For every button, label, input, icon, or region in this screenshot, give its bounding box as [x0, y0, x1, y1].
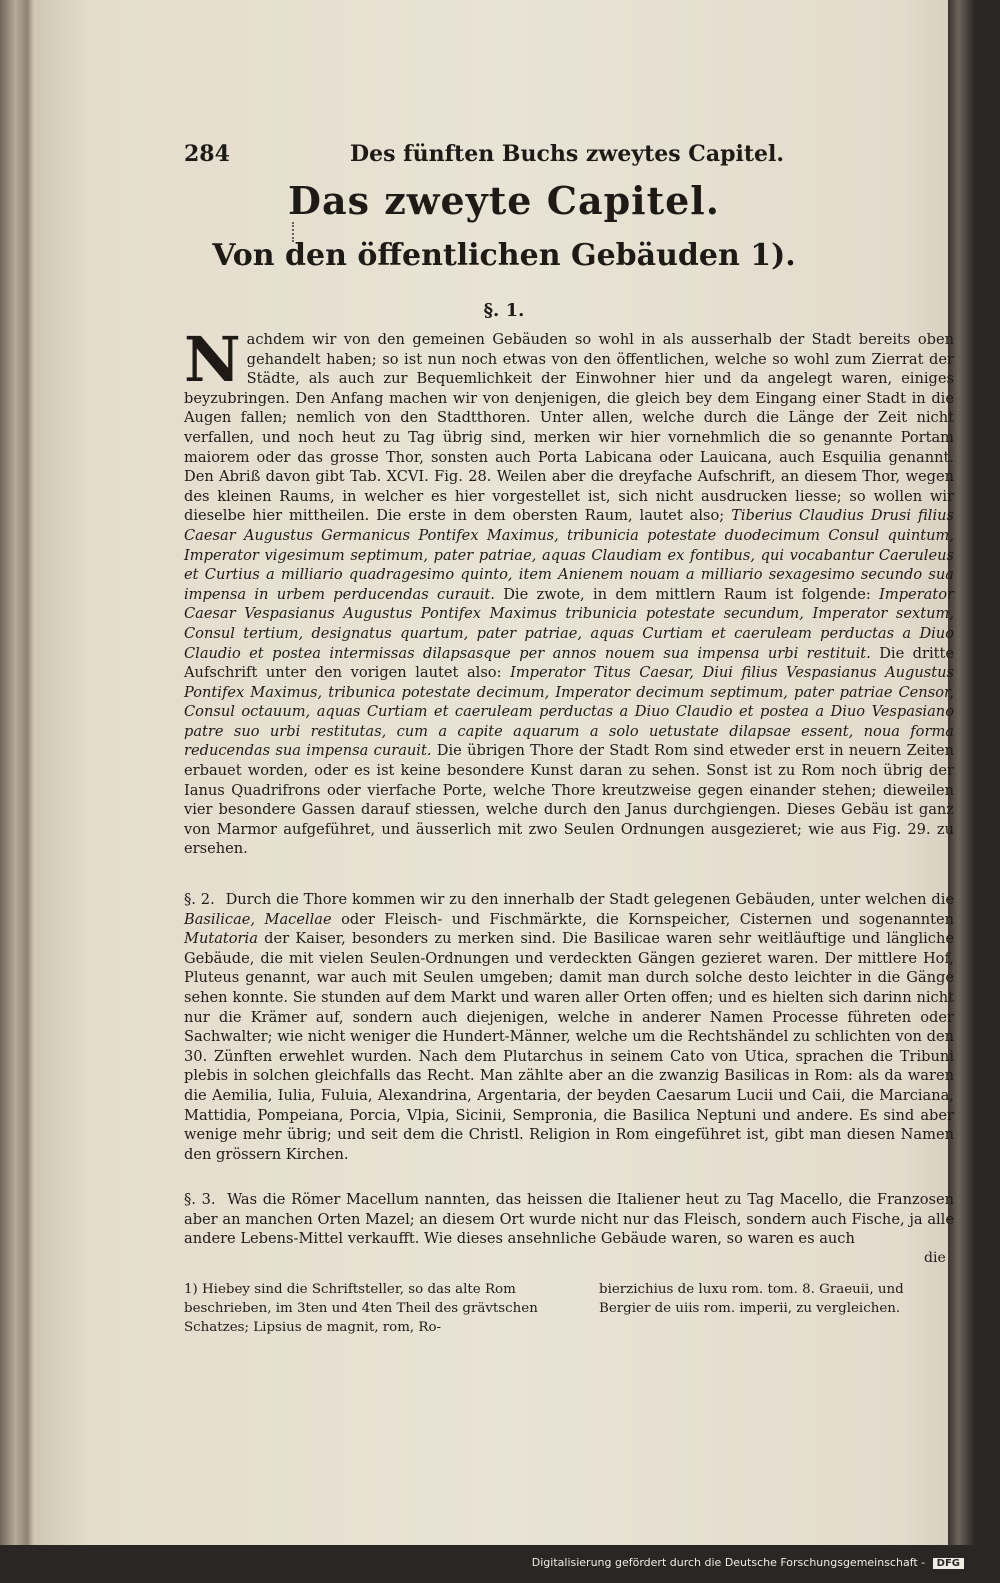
section-2-text-b: oder Fleisch- und Fischmärkte, die Kornspeicher, Cisternen und sogenannten [341, 910, 954, 928]
section-2-latin-b: Mutatoria [184, 930, 258, 948]
book-spine [0, 0, 34, 1545]
section-1-paragraph [184, 323, 955, 859]
running-header [184, 136, 784, 172]
section-3-label: §. 3. [184, 1191, 216, 1208]
section-1-text-b: Die zwote, in dem mittlern Raum ist folgende: [503, 585, 871, 603]
inscription-2: Imperator Caesar Vespasianus Augustus Pontifex Maximus tribunicia potestate secundum, Imperator sextum, Consul tertium, designatus quartum, pater patriae, aquas Curtiam et caeruleam perductas a Diuo Claudio et postea intermissas dilapsasque per annos nouem sua impensa urbi restituit. [184, 585, 954, 662]
section-2-label: §. 2. [184, 891, 215, 908]
section-1-text-d: Die übrigen Thore der Stadt Rom sind etweder erst in neuern Zeiten erbauet worden, oder es ist keine besondere Kunst daran zu sehen. Sonst ist zu Rom noch übrig der Ianus Quadrifrons oder vierfache Porte, welche Thore kreutzweise gegen einander stehen; dieweilen vier besondere Gassen darauf stiessen, welche durch den Janus durchgiengen. Dieses Gebäu ist ganz von Marmor aufgeführet, und äusserlich mit zwo Seulen Ordnungen ausgezieret; wie aus Fig. 29. zu ersehen. [184, 742, 954, 858]
section-2-paragraph [184, 890, 954, 1164]
section-2-text-c: der Kaiser, besonders zu merken sind. Die Basilicae waren sehr weitläuftige und längliche Gebäude, die mit vielen Seulen-Ordnungen und verdeckten Gängen gezieret waren. Der mittlere Hof, Pluteus genannt, war auch mit Seulen umgeben; damit man durch solche desto leichter in die Gänge sehen konnte. Sie stunden auf dem Markt und waren aller Orten offen; und es hielten sich darinn nicht nur die Krämer auf, sondern auch diejenigen, welche in anderer Namen Processe führeten oder Sachwalter; wie nicht weniger die Hundert-Männer, welche um die Rechtshändel zu schlichten von den 30. Zünften erwehlet wurden. Nach dem Plutarchus in seinem Cato von Utica, sprachen die Tribuni plebis in solchen gleichfalls das Recht. Man zählte aber an die zwanzig Basilicas in Rom: als da waren die Aemilia, Iulia, Fuluia, Alexandrina, Argentaria, der beyden Caesarum Lucii und Caii, die Marciana, Mattidia, Pompeiana, Porcia, Vlpia, Sicinii, Sempronia, die Basilica Neptuni und andere. Es sind aber wenige mehr übrig; und seit dem die Christl. Religion in Rom eingeführet ist, gibt man diesen Namen den grössern Kirchen. [184, 930, 954, 1163]
inscription-1: Tiberius Claudius Drusi filius Caesar Augustus Germanicus Pontifex Maximus, tribunicia potestate duodecimum Consul quintum, Imperator vigesimum septimum, pater patriae, aquas Claudiam ex fontibus, qui vocabantur Caeruleus et Curtius a milliario quadragesimo quinto, item Anienem nouam a milliario sexagesimo secundo sua impensa in urbem perducendas curauit. [184, 507, 955, 603]
dfg-logo: DFG [933, 1558, 964, 1569]
catchword: die [924, 1250, 946, 1266]
footnote-right: bierzichius de luxu rom. tom. 8. Graeuii, und Bergier de uiis rom. imperii, zu vergleichen. [599, 1282, 904, 1316]
section-3-paragraph [184, 1190, 954, 1249]
chapter-subtitle: Von den öffentlichen Gebäuden 1). [212, 238, 796, 273]
credit-text: Digitalisierung gefördert durch die Deutsche Forschungsgemeinschaft - [531, 1556, 926, 1569]
footnote-left: 1) Hiebey sind die Schriftsteller, so das alte Rom beschrieben, im 3ten und 4ten Theil des grävtschen Schatzes; Lipsius de magnit, rom, Ro- [184, 1282, 538, 1335]
section-3-text: Was die Römer Macellum nannten, das heissen die Italiener heut zu Tag Macello, die Franzosen aber an manchen Orten Mazel; an diesem Ort wurde nicht nur das Fleisch, sondern auch Fische, ja alle andere Lebens-Mittel verkaufft. Wie dieses ansehnliche Gebäude waren, so waren es auch [184, 1191, 955, 1248]
page-number: 284 [184, 141, 230, 167]
digitization-credit [532, 1556, 964, 1569]
chapter-title: Das zweyte Capitel. [288, 178, 720, 223]
section-2-latin-a: Basilicae, Macellae [184, 910, 332, 928]
running-title: Des fünften Buchs zweytes Capitel. [350, 141, 784, 167]
section-2-text-a: Durch die Thore kommen wir zu den innerhalb der Stadt gelegenen Gebäuden, unter welchen die [225, 891, 954, 908]
drop-capital: N [184, 323, 241, 396]
section-1-label: §. 1. [483, 300, 525, 321]
book-page [34, 0, 974, 1545]
section-1-text-c: Die dritte Aufschrift unter den vorigen lautet also: [184, 644, 954, 682]
section-1-text-a: achdem wir von den gemeinen Gebäuden so wohl in als ausserhalb der Stadt bereits oben gehandelt haben; so ist nun noch etwas von den öffentlichen, welche so wohl zum Zierrat der Städte, als auch zur Bequemlichkeit der Einwohner hier und da angelegt waren, einiges beyzubringen. Den Anfang machen wir von denjenigen, die gleich bey dem Eingang einer Stadt in die Augen fallen; nemlich von den Stadtthoren. Unter allen, welche durch die Länge der Zeit nicht verfallen, und noch heut zu Tag übrig sind, merken wir hier vornehmlich die so genannte Portam maiorem oder das grosse Thor, sonsten auch Porta Labicana oder Lauicana, auch Esquilia genannt. Den Abriß davon gibt Tab. XCVI. Fig. 28. Weilen aber die dreyfache Aufschrift, an diesem Thor, wegen des kleinen Raums, in welcher es hier vorgestellet ist, sich nicht ausdrucken liesse; so wollen wir dieselbe hier mittheilen. Die erste in dem obersten Raum, lautet also; [184, 331, 954, 525]
inscription-3: Imperator Titus Caesar, Diui filius Vespasianus Augustus Pontifex Maximus, tribunica potestate decimum, Imperator decimum septimum, pater patriae Censor, Consul octauum, aquas Curtiam et caeruleam perductas a Diuo Claudio et postea a Diuo Vespasiano patre suo urbi restitutas, cum a capite aquarum a solo uetustate dilapsae essent, noua forma reducendas sua impensa curauit. [184, 664, 955, 760]
